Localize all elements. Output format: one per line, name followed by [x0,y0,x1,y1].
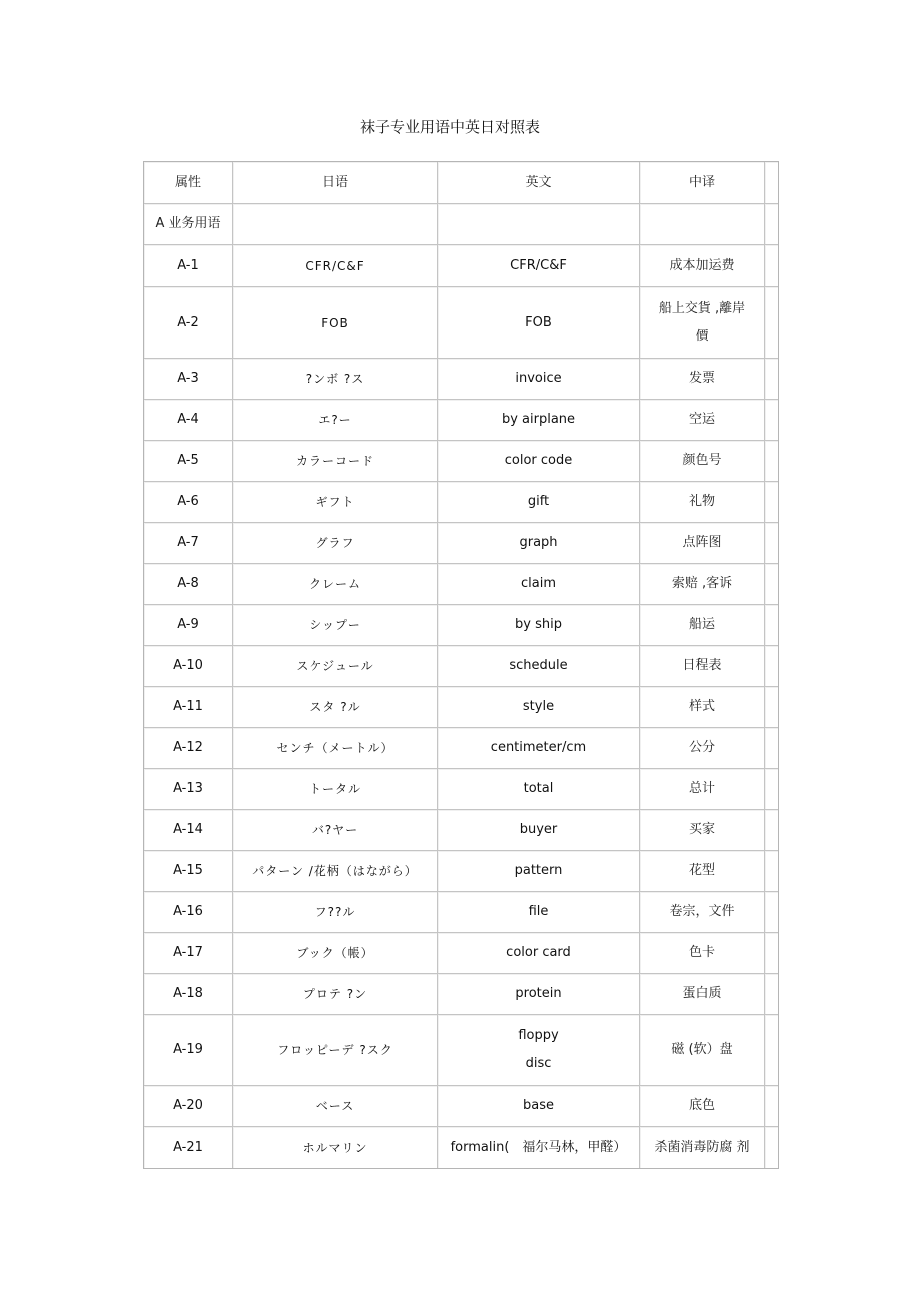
japanese-term: クレーム [233,564,438,604]
term-id: A-4 [144,400,233,440]
chinese-term-line: 样式 [688,699,715,714]
term-id: A-16 [144,892,233,932]
chinese-term-line: 船运 [688,617,715,632]
table-row [144,482,778,523]
english-term [438,646,640,686]
japanese-term: スタ ?ル [233,687,438,727]
glossary-table [143,161,779,1169]
chinese-term-line: 船上交貨 ,離岸 [658,300,746,316]
english-term [438,810,640,850]
japanese-term: フ??ル [233,892,438,932]
term-id: A-2 [144,287,233,358]
spacer-cell [765,1127,778,1168]
english-term [438,1127,640,1168]
japanese-term: カラーコード [233,441,438,481]
chinese-term [640,769,765,809]
section-label: A 业务用语 [144,204,233,244]
chinese-term [640,974,765,1014]
term-id: A-1 [144,245,233,286]
table-row [144,605,778,646]
chinese-term [640,728,765,768]
english-term [438,400,640,440]
japanese-term: フロッピーデ ?スク [233,1015,438,1085]
header-ja: 日语 [233,162,438,203]
japanese-term: ホルマリン [233,1127,438,1168]
chinese-term [640,564,765,604]
chinese-term [640,287,765,358]
english-term-line: centimeter/cm [490,740,587,755]
english-term-line: claim [520,576,556,591]
table-row [144,851,778,892]
spacer-cell [765,1015,778,1085]
spacer-cell [765,728,778,768]
chinese-term-line: 色卡 [688,945,715,960]
chinese-term-line: 索赔 ,客诉 [671,576,733,591]
empty-cell [438,204,640,244]
english-term-line: schedule [509,658,568,673]
japanese-term: CFR/C&F [233,245,438,286]
english-term-line: base [523,1098,554,1113]
chinese-term-line: 花型 [688,863,715,878]
japanese-term: プロテ ?ン [233,974,438,1014]
english-term [438,605,640,645]
english-term-line: invoice [515,371,562,386]
term-id: A-19 [144,1015,233,1085]
table-row [144,687,778,728]
japanese-term: シップー [233,605,438,645]
spacer-cell [765,482,778,522]
spacer-cell [765,400,778,440]
spacer-cell [765,974,778,1014]
term-id: A-3 [144,359,233,399]
english-term-line: gift [527,494,550,509]
spacer-cell [765,523,778,563]
chinese-term [640,441,765,481]
table-row [144,769,778,810]
header-zh: 中译 [640,162,765,203]
english-term-line: floppy [518,1028,559,1043]
english-term-line: pattern [514,863,563,878]
japanese-term: パターン /花柄（はながら） [233,851,438,891]
chinese-term-line: 礼物 [688,494,715,509]
japanese-term: ブック（帳） [233,933,438,973]
term-id: A-20 [144,1086,233,1126]
english-term [438,441,640,481]
spacer-cell [765,687,778,727]
japanese-term: エ?ー [233,400,438,440]
chinese-term [640,810,765,850]
term-id: A-18 [144,974,233,1014]
chinese-term-line: 颜色号 [682,453,722,468]
table-row [144,245,778,287]
term-id: A-8 [144,564,233,604]
term-id: A-12 [144,728,233,768]
empty-cell [640,204,765,244]
english-term [438,359,640,399]
table-row [144,974,778,1015]
spacer-cell [765,810,778,850]
chinese-term [640,400,765,440]
spacer-cell [765,646,778,686]
table-row [144,564,778,605]
japanese-term: センチ（メートル） [233,728,438,768]
chinese-term-line: 杀菌消毒防腐 剂 [654,1139,750,1155]
term-id: A-17 [144,933,233,973]
english-term-line: by ship [515,617,562,632]
chinese-term [640,523,765,563]
chinese-term [640,687,765,727]
term-id: A-15 [144,851,233,891]
chinese-term [640,646,765,686]
chinese-term-line: 总计 [688,781,715,796]
chinese-term-line: 底色 [688,1098,715,1113]
english-term [438,482,640,522]
table-row [144,523,778,564]
english-term-line: graph [519,535,558,550]
english-term-line: by airplane [501,412,576,427]
chinese-term [640,245,765,286]
term-id: A-5 [144,441,233,481]
english-term-line: disc [525,1056,552,1071]
spacer-cell [765,892,778,932]
term-id: A-10 [144,646,233,686]
japanese-term: ベース [233,1086,438,1126]
japanese-term: ギフト [233,482,438,522]
english-term [438,851,640,891]
table-row [144,1086,778,1127]
chinese-term-line: 发票 [688,371,715,386]
english-term [438,245,640,286]
english-term-line: style [522,699,555,714]
table-row [144,646,778,687]
english-term-line: formalin( 福尔马林，甲醛） [450,1139,627,1155]
spacer-cell [765,287,778,358]
term-id: A-14 [144,810,233,850]
chinese-term [640,1015,765,1085]
english-term [438,523,640,563]
english-term-line: color card [506,945,571,960]
english-term-line: protein [515,986,562,1001]
english-term [438,687,640,727]
table-row [144,1015,778,1086]
japanese-term: FOB [233,287,438,358]
chinese-term-line: 公分 [688,740,715,755]
chinese-term [640,933,765,973]
table-row [144,1127,778,1168]
english-term [438,1086,640,1126]
english-term [438,564,640,604]
english-term [438,728,640,768]
table-row [144,441,778,482]
spacer-cell [765,245,778,286]
english-term-line: FOB [525,314,552,330]
spacer-cell [765,1086,778,1126]
chinese-term-line: 卷宗，文件 [669,904,735,919]
english-term [438,287,640,358]
chinese-term [640,1086,765,1126]
table-row [144,933,778,974]
table-row [144,359,778,400]
term-id: A-21 [144,1127,233,1168]
header-en: 英文 [438,162,640,203]
spacer-cell [765,851,778,891]
chinese-term [640,1127,765,1168]
term-id: A-7 [144,523,233,563]
chinese-term [640,482,765,522]
japanese-term: スケジュール [233,646,438,686]
chinese-term-line: 空运 [688,412,715,427]
chinese-term-line: 日程表 [682,658,722,673]
english-term [438,892,640,932]
table-row [144,892,778,933]
chinese-term-line: 点阵图 [682,535,722,550]
japanese-term: トータル [233,769,438,809]
term-id: A-6 [144,482,233,522]
table-row [144,728,778,769]
term-id: A-9 [144,605,233,645]
english-term-line: total [523,781,554,796]
chinese-term [640,892,765,932]
document-title: 袜子专业用语中英日对照表 [359,118,540,136]
table-header-row [144,162,778,204]
table-row [144,287,778,359]
english-term-line: color code [504,453,573,468]
table-row [144,400,778,441]
chinese-term-line: 蛋白质 [682,986,722,1001]
english-term-line: buyer [519,822,558,837]
term-id: A-11 [144,687,233,727]
spacer-cell [765,359,778,399]
english-term [438,974,640,1014]
english-term [438,1015,640,1085]
empty-cell [233,204,438,244]
english-term [438,933,640,973]
spacer-cell [765,441,778,481]
chinese-term [640,851,765,891]
section-row [144,204,778,245]
spacer-cell [765,933,778,973]
chinese-term-line: 成本加运费 [669,257,735,273]
spacer-cell [765,204,778,244]
chinese-term [640,605,765,645]
english-term-line: CFR/C&F [510,257,567,273]
chinese-term-line: 磁 (软）盘 [671,1042,733,1057]
japanese-term: バ?ヤー [233,810,438,850]
chinese-term-line: 买家 [688,822,715,837]
term-id: A-13 [144,769,233,809]
chinese-term-line: 價 [695,328,709,344]
spacer-cell [765,162,778,203]
chinese-term [640,359,765,399]
table-row [144,810,778,851]
english-term [438,769,640,809]
spacer-cell [765,605,778,645]
english-term-line: file [528,904,549,919]
japanese-term: グラフ [233,523,438,563]
japanese-term: ?ンボ ?ス [233,359,438,399]
header-attr: 属性 [144,162,233,203]
spacer-cell [765,769,778,809]
spacer-cell [765,564,778,604]
